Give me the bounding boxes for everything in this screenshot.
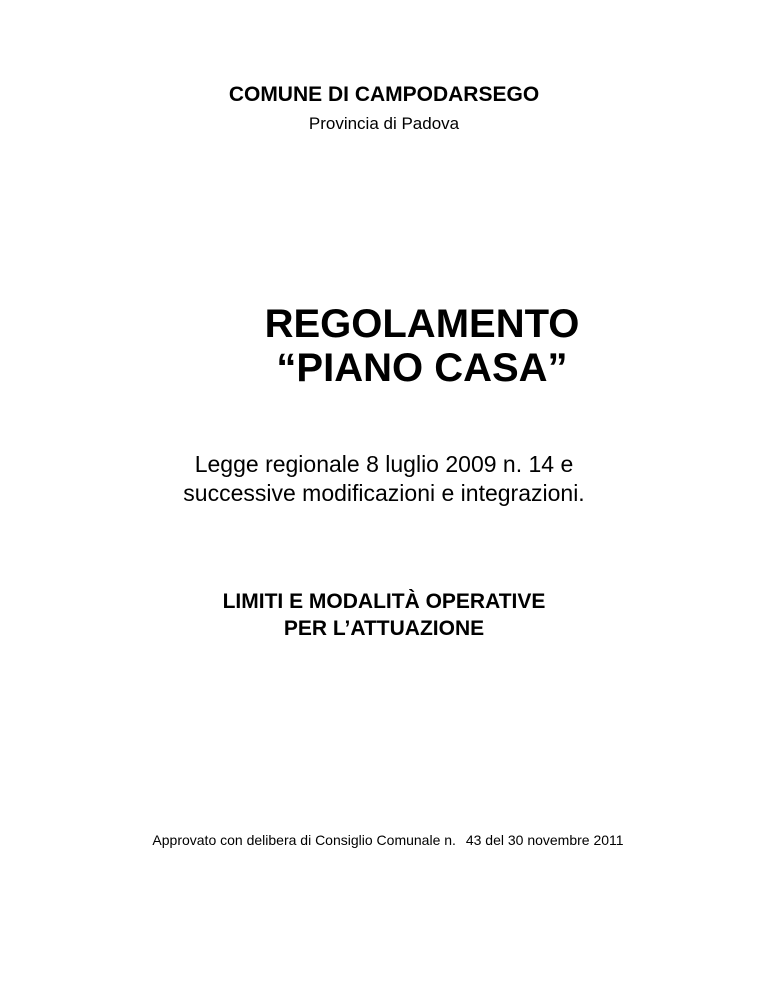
document-title-line-1: REGOLAMENTO (264, 302, 580, 346)
municipality-name: COMUNE DI CAMPODARSEGO (228, 83, 540, 106)
approval-number: 43 (465, 832, 482, 848)
law-reference-line-1: Legge regionale 8 luglio 2009 n. 14 e (194, 451, 574, 477)
subtitle-line-1: LIMITI E MODALITÀ OPERATIVE (222, 590, 546, 613)
province-name: Provincia di Padova (308, 114, 460, 133)
approval-note (4, 832, 768, 848)
approval-text-after: del 30 novembre 2011 (485, 832, 624, 848)
law-reference-line-2: successive modificazioni e integrazioni. (183, 480, 585, 506)
approval-text-before: Approvato con delibera di Consiglio Comunale n. (152, 832, 456, 848)
document-title-line-2: “PIANO CASA” (276, 346, 568, 390)
subtitle-line-2: PER L’ATTUAZIONE (283, 617, 485, 640)
